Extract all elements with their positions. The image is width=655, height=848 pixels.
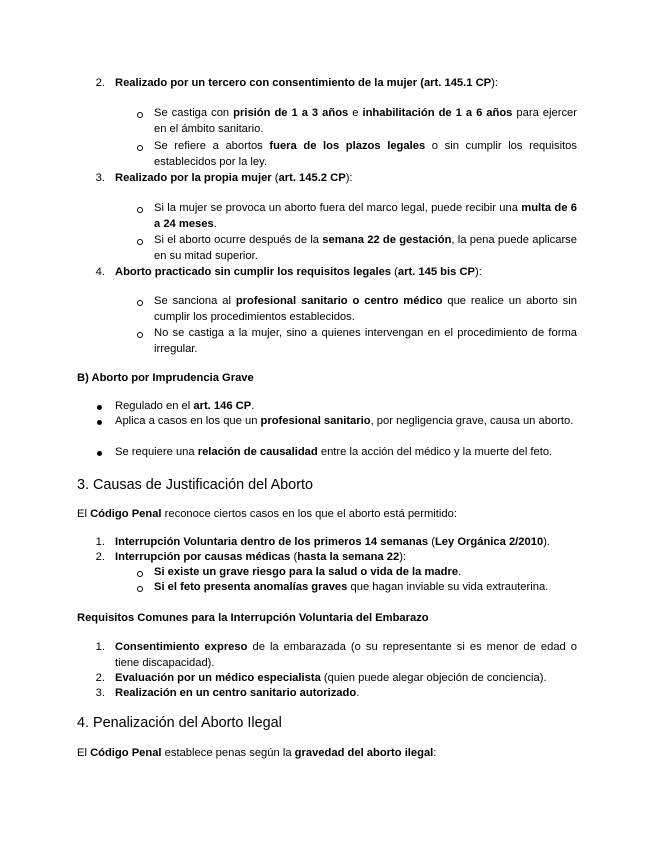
list-item: Regulado en el art. 146 CP. — [115, 400, 255, 412]
list-item: Interrupción por causas médicas (hasta la semana 22): — [115, 551, 407, 563]
list-subitem: Se refiere a abortos fuera de los plazos legales o sin cumplir los requisitos establecidos por la ley. — [154, 140, 577, 168]
bullet-icon — [97, 420, 102, 425]
bullet-icon — [97, 405, 102, 410]
circle-bullet-icon — [137, 239, 143, 245]
list-number: 2. — [95, 672, 105, 684]
list-number: 2. — [95, 77, 105, 89]
list-subitem: No se castiga a la mujer, sino a quienes intervengan en el procedimiento de forma irregular. — [154, 327, 577, 355]
list-subitem: Se castiga con prisión de 1 a 3 años e inhabilitación de 1 a 6 años para ejercer en el ámbito sanitario. — [154, 107, 577, 135]
list-subitem: Si el aborto ocurre después de la semana 22 de gestación, la pena puede aplicarse en su mitad superior. — [154, 234, 577, 262]
list-item: Evaluación por un médico especialista (quien puede alegar objeción de conciencia). — [115, 672, 547, 684]
circle-bullet-icon — [137, 586, 143, 592]
list-item: Se requiere una relación de causalidad entre la acción del médico y la muerte del feto. — [115, 446, 553, 458]
circle-bullet-icon — [137, 300, 143, 306]
list-item: Interrupción Voluntaria dentro de los primeros 14 semanas (Ley Orgánica 2/2010). — [115, 536, 551, 548]
list-number: 1. — [95, 536, 105, 548]
list-number: 1. — [95, 641, 105, 653]
paragraph: El Código Penal establece penas según la gravedad del aborto ilegal: — [77, 747, 437, 759]
list-subitem: Si existe un grave riesgo para la salud o vida de la madre. — [154, 566, 462, 578]
list-item: Realizado por la propia mujer (art. 145.2 CP): — [115, 172, 353, 184]
list-number: 3. — [95, 172, 105, 184]
paragraph: El Código Penal reconoce ciertos casos en los que el aborto está permitido: — [77, 508, 457, 520]
list-item: Realización en un centro sanitario autorizado. — [115, 687, 360, 699]
list-item: Realizado por un tercero con consentimiento de la mujer (art. 145.1 CP): — [115, 77, 498, 89]
list-subitem: Si la mujer se provoca un aborto fuera del marco legal, puede recibir una multa de 6 a 24 meses. — [154, 202, 577, 230]
circle-bullet-icon — [137, 571, 143, 577]
section-heading: 3. Causas de Justificación del Aborto — [77, 477, 313, 493]
circle-bullet-icon — [137, 112, 143, 118]
list-subitem: Si el feto presenta anomalías graves que hagan inviable su vida extrauterina. — [154, 581, 549, 593]
list-item: Aplica a casos en los que un profesional sanitario, por negligencia grave, causa un aborto. — [115, 415, 574, 427]
list-number: 3. — [95, 687, 105, 699]
section-subheading: B) Aborto por Imprudencia Grave — [77, 372, 254, 384]
list-item: Consentimiento expreso de la embarazada (o su representante si es menor de edad o tiene discapacidad). — [115, 641, 578, 669]
section-subheading: Requisitos Comunes para la Interrupción Voluntaria del Embarazo — [77, 612, 429, 624]
circle-bullet-icon — [137, 332, 143, 338]
section-heading: 4. Penalización del Aborto Ilegal — [77, 715, 282, 731]
list-subitem: Se sanciona al profesional sanitario o centro médico que realice un aborto sin cumplir los procedimientos establecidos. — [154, 295, 577, 323]
circle-bullet-icon — [137, 145, 143, 151]
circle-bullet-icon — [137, 207, 143, 213]
list-number: 2. — [95, 551, 105, 563]
list-item: Aborto practicado sin cumplir los requisitos legales (art. 145 bis CP): — [115, 266, 482, 278]
list-number: 4. — [95, 266, 105, 278]
bullet-icon — [97, 451, 102, 456]
